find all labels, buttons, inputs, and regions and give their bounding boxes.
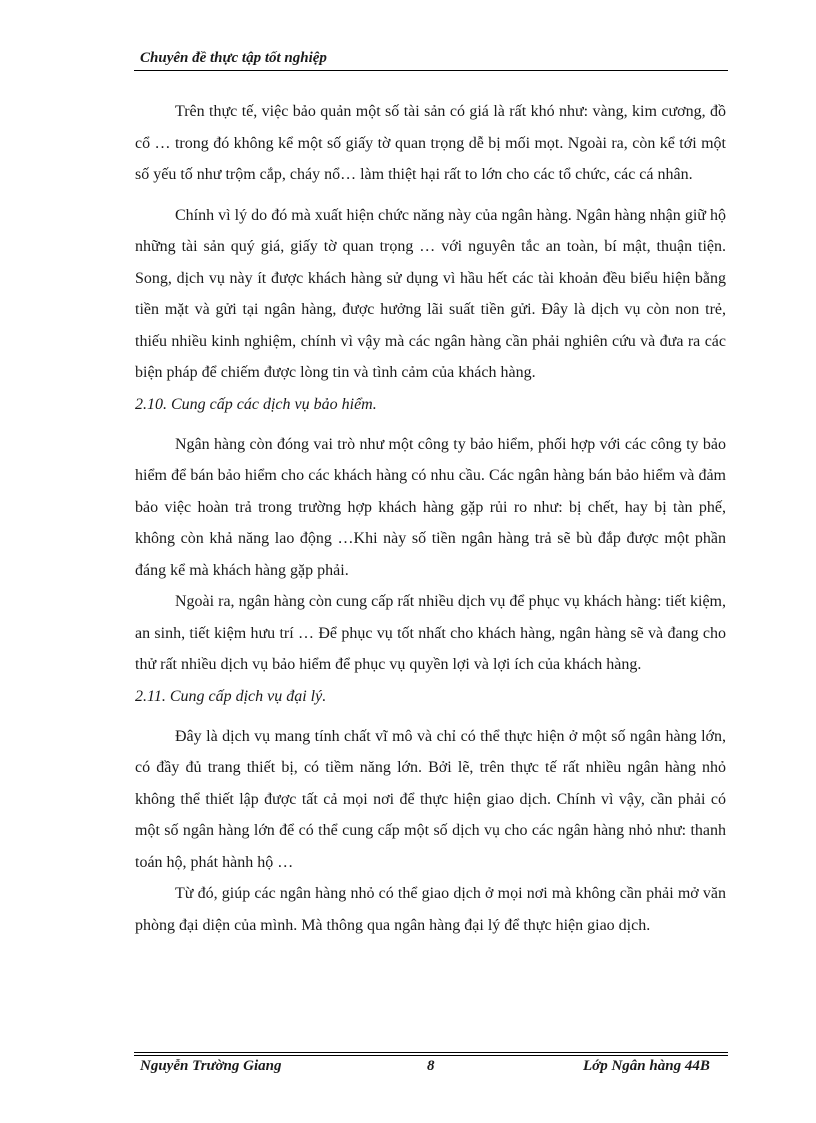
footer-author: Nguyễn Trường Giang bbox=[140, 1058, 282, 1074]
footer-rule-bottom bbox=[134, 1055, 728, 1056]
section-heading-2-10: 2.10. Cung cấp các dịch vụ bảo hiểm. bbox=[135, 395, 377, 413]
footer-page-number: 8 bbox=[427, 1058, 435, 1074]
footer-rule-top bbox=[134, 1052, 728, 1053]
paragraph-6: Từ đó, giúp các ngân hàng nhỏ có thể giao dịch ở mọi nơi mà không cần phải mở văn phòng đại diện của mình. Mà thông qua ngân hàng đại lý để thực hiện giao dịch. bbox=[135, 885, 726, 934]
paragraph-1: Trên thực tế, việc bảo quản một số tài sản có giá là rất khó như: vàng, kim cương, đồ cổ … trong đó không kể một số giấy tờ quan trọng dễ bị mối mọt. Ngoài ra, còn kể tới một số yếu tố như trộm cắp, cháy nổ… làm thiệt hại rất to lớn cho các tổ chức, các cá nhân. bbox=[135, 103, 726, 183]
footer-class-name: Lớp Ngân hàng 44B bbox=[583, 1058, 710, 1074]
header-rule bbox=[134, 70, 728, 71]
header-title: Chuyên đề thực tập tốt nghiệp bbox=[140, 50, 327, 66]
paragraph-4: Ngoài ra, ngân hàng còn cung cấp rất nhiều dịch vụ để phục vụ khách hàng: tiết kiệm, an sinh, tiết kiệm hưu trí … Để phục vụ tốt nhất cho khách hàng, ngân hàng sẽ và đang cho thử rất nhiều dịch vụ bảo hiểm để phục vụ quyền lợi và lợi ích của khách hàng. bbox=[135, 593, 726, 673]
page-body bbox=[135, 96, 726, 941]
paragraph-5: Đây là dịch vụ mang tính chất vĩ mô và chỉ có thể thực hiện ở một số ngân hàng lớn, có đầy đủ trang thiết bị, có tiềm năng lớn. Bởi lẽ, trên thực tế rất nhiều ngân hàng nhỏ không thể thiết lập được tất cả mọi nơi để thực hiện giao dịch. Chính vì vậy, cần phải có một số ngân hàng lớn để có thể cung cấp một số dịch vụ cho các ngân hàng nhỏ như: thanh toán hộ, phát hành hộ … bbox=[135, 727, 726, 871]
section-heading-2-11: 2.11. Cung cấp dịch vụ đại lý. bbox=[135, 687, 327, 705]
paragraph-2: Chính vì lý do đó mà xuất hiện chức năng này của ngân hàng. Ngân hàng nhận giữ hộ những tài sản quý giá, giấy tờ quan trọng … với nguyên tắc an toàn, bí mật, thuận tiện. Song, dịch vụ này ít được khách hàng sử dụng vì hầu hết các tài khoản đều biểu hiện bằng tiền mặt và gửi tại ngân hàng, được hưởng lãi suất tiền gửi. Đây là dịch vụ còn non trẻ, thiếu nhiều kinh nghiệm, chính vì vậy mà các ngân hàng cần phải nghiên cứu và đưa ra các biện pháp để chiếm được lòng tin và tình cảm của khách hàng. bbox=[135, 206, 726, 381]
paragraph-3: Ngân hàng còn đóng vai trò như một công ty bảo hiểm, phối hợp với các công ty bảo hiểm để bán bảo hiểm cho các khách hàng có nhu cầu. Các ngân hàng bán bảo hiểm và đảm bảo việc hoàn trả trong trường hợp khách hàng gặp rủi ro như: bị chết, hay bị tàn phế, không còn khả năng lao động …Khi này số tiền ngân hàng trả sẽ bù đắp được một phần đáng kể mà khách hàng gặp phải. bbox=[135, 435, 726, 579]
